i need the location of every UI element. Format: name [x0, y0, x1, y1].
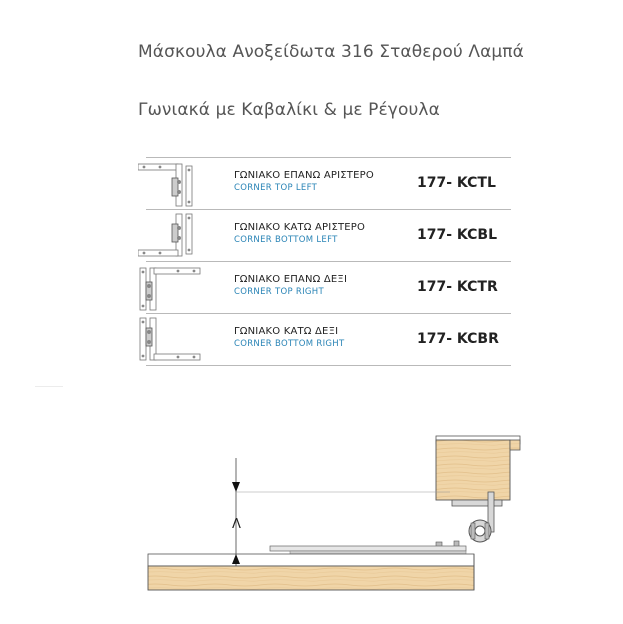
table-row [146, 157, 511, 209]
hinge-top-right-icon [138, 264, 204, 312]
product-name-english: CORNER BOTTOM LEFT [234, 235, 338, 245]
product-name-english: CORNER BOTTOM RIGHT [234, 339, 345, 349]
product-code: 177- KCBL [417, 227, 497, 243]
product-name-greek: ΓΩΝΙΑΚΟ ΕΠΑΝΩ ΑΡΙΣΤΕΡΟ [234, 170, 374, 181]
product-code: 177- KCTR [417, 279, 498, 295]
product-code: 177- KCTL [417, 175, 496, 191]
table-row [146, 209, 511, 261]
page-subtitle: Γωνιακά με Καβαλίκι & με Ρέγουλα [138, 100, 440, 120]
table-row [146, 313, 511, 366]
product-code: 177- KCBR [417, 331, 499, 347]
hinge-bottom-left-icon [138, 212, 204, 260]
hinge-installation-diagram-icon [140, 430, 530, 600]
hinge-top-left-icon [138, 160, 204, 208]
dimension-label: Λ [232, 517, 241, 532]
product-table [146, 157, 511, 366]
page-title: Μάσκουλα Ανοξείδωτα 316 Σταθερού Λαμπά [138, 42, 524, 62]
product-name-english: CORNER TOP RIGHT [234, 287, 324, 297]
product-name-greek: ΓΩΝΙΑΚΟ ΚΑΤΩ ΑΡΙΣΤΕΡΟ [234, 222, 366, 233]
table-row [146, 261, 511, 313]
divider [35, 386, 63, 387]
product-name-greek: ΓΩΝΙΑΚΟ ΕΠΑΝΩ ΔΕΞΙ [234, 274, 348, 285]
product-name-english: CORNER TOP LEFT [234, 183, 318, 193]
hinge-bottom-right-icon [138, 316, 204, 364]
product-name-greek: ΓΩΝΙΑΚΟ ΚΑΤΩ ΔΕΞΙ [234, 326, 339, 337]
